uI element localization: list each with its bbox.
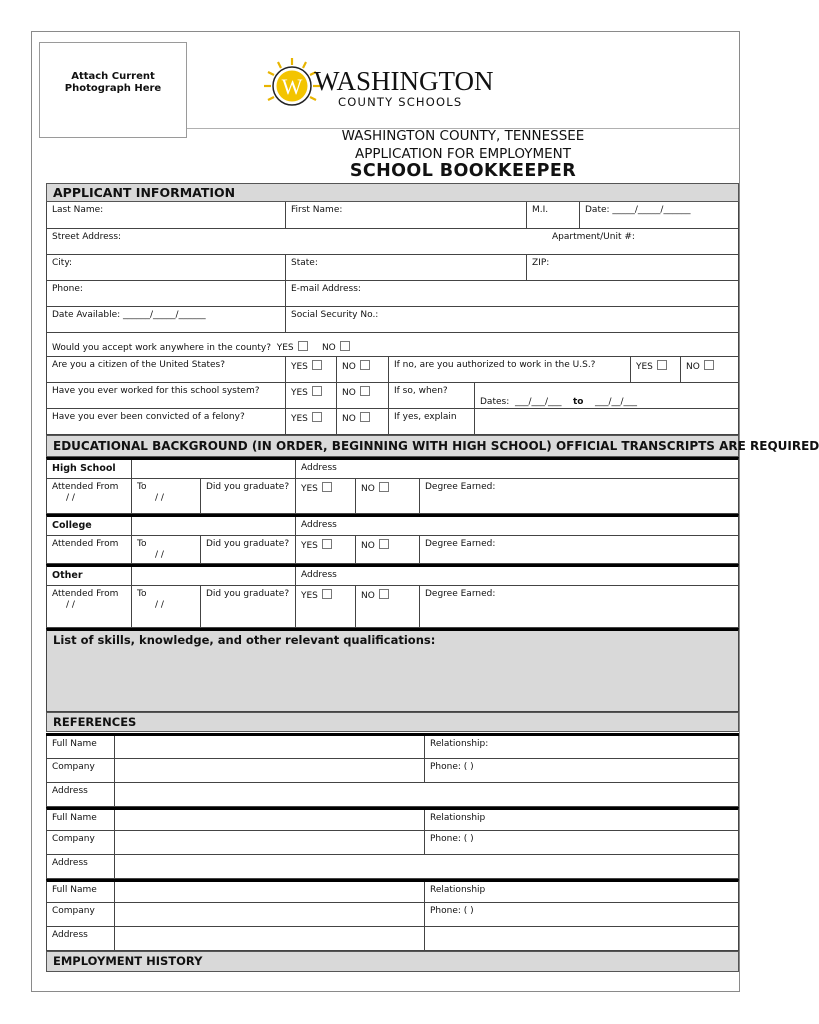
skills-box[interactable] — [46, 628, 739, 712]
reference-3-company-row — [46, 903, 739, 927]
employment-section-header: EMPLOYMENT HISTORY — [46, 951, 739, 972]
last-name-field[interactable]: Last Name: — [52, 205, 104, 215]
high-school-yes-cell: YES — [295, 479, 355, 513]
reference-1-name-row — [46, 736, 739, 759]
reference-3-name-field[interactable] — [114, 882, 424, 902]
reference-2-name-field[interactable] — [114, 810, 424, 830]
work-anywhere-no-checkbox[interactable] — [340, 341, 350, 351]
county-heading: WASHINGTON COUNTY, TENNESSEE — [341, 128, 585, 144]
skills-title: List of skills, knowledge, and other relevant qualifications: — [53, 633, 436, 647]
other-school-yes-cell: YES — [295, 586, 355, 627]
phone-field[interactable]: Phone: — [52, 284, 83, 294]
reference-1-company-field[interactable] — [114, 759, 424, 782]
other-school-to[interactable]: To / / — [131, 586, 200, 627]
high-school-details-row — [46, 479, 739, 514]
worked-before-no-checkbox[interactable] — [360, 386, 370, 396]
reference-1-name-label: Full Name — [52, 739, 97, 749]
felony-no-cell: NO — [336, 409, 388, 434]
other-school-label: Other — [52, 570, 83, 581]
authorized-yes-cell: YES — [630, 357, 680, 382]
street-row — [46, 229, 739, 255]
photo-placeholder[interactable] — [39, 42, 187, 138]
other-school-yes-checkbox[interactable] — [322, 589, 332, 599]
high-school-name-field[interactable] — [131, 460, 295, 478]
apartment-field[interactable]: Apartment/Unit #: — [552, 232, 635, 242]
reference-1-relationship-field[interactable]: Relationship: — [424, 736, 738, 758]
college-degree-field[interactable]: Degree Earned: — [419, 536, 738, 563]
citizen-no-checkbox[interactable] — [360, 360, 370, 370]
applicant-section-header: APPLICANT INFORMATION — [46, 183, 739, 202]
reference-1-company-row — [46, 759, 739, 783]
if-so-when-label: If so, when? — [388, 383, 474, 408]
citizen-no-cell: NO — [336, 357, 388, 382]
if-yes-explain-label: If yes, explain — [388, 409, 474, 434]
worked-before-yes-cell: YES — [285, 383, 336, 408]
reference-3-company-field[interactable] — [114, 903, 424, 926]
reference-2-relationship-field[interactable]: Relationship — [424, 810, 738, 830]
washington-county-schools-logo — [262, 56, 512, 120]
reference-1-address-label: Address — [52, 786, 88, 796]
photo-label-line2: Photograph Here — [64, 83, 162, 94]
reference-1-phone-field[interactable]: Phone: ( ) — [424, 759, 738, 782]
worked-before-no-cell: NO — [336, 383, 388, 408]
reference-2-name-label: Full Name — [52, 813, 97, 823]
reference-3-company-label: Company — [52, 906, 95, 916]
reference-3-address-label: Address — [52, 930, 88, 940]
authorized-question: If no, are you authorized to work in the U.S.? — [388, 357, 630, 382]
college-yes-cell: YES — [295, 536, 355, 563]
reference-3-name-label: Full Name — [52, 885, 97, 895]
reference-2-address-label: Address — [52, 858, 88, 868]
reference-2-address-row — [46, 855, 739, 879]
citizen-question: Are you a citizen of the United States? — [52, 360, 226, 370]
position-title: SCHOOL BOOKKEEPER — [349, 161, 577, 181]
citizen-yes-checkbox[interactable] — [312, 360, 322, 370]
work-anywhere-row — [46, 333, 739, 357]
ssn-field[interactable]: Social Security No.: — [285, 307, 738, 332]
other-school-row — [46, 564, 739, 586]
reference-3-address-row — [46, 927, 739, 951]
contact-row — [46, 281, 739, 307]
reference-2-address-extra[interactable] — [424, 855, 738, 878]
felony-row — [46, 409, 739, 435]
work-anywhere-yes-checkbox[interactable] — [298, 341, 308, 351]
college-no-checkbox[interactable] — [379, 539, 389, 549]
other-school-address-field[interactable]: Address — [295, 567, 738, 585]
date-field[interactable]: Date: _____/_____/______ — [579, 202, 738, 228]
reference-3-phone-field[interactable]: Phone: ( ) — [424, 903, 738, 926]
college-row — [46, 514, 739, 536]
high-school-to[interactable]: To / / — [131, 479, 200, 513]
college-attended-from[interactable]: Attended From — [52, 539, 119, 549]
college-name-field[interactable] — [131, 517, 295, 535]
availability-row — [46, 307, 739, 333]
other-school-degree-field[interactable]: Degree Earned: — [419, 586, 738, 627]
college-label: College — [52, 520, 92, 531]
high-school-attended-from[interactable]: Attended From / / — [52, 482, 119, 503]
other-school-no-cell: NO — [355, 586, 419, 627]
email-field[interactable]: E-mail Address: — [285, 281, 738, 306]
first-name-field[interactable]: First Name: — [285, 202, 526, 228]
college-yes-checkbox[interactable] — [322, 539, 332, 549]
reference-2-company-row — [46, 831, 739, 855]
city-row — [46, 255, 739, 281]
high-school-no-cell: NO — [355, 479, 419, 513]
reference-1-address-extra[interactable] — [424, 783, 738, 806]
high-school-address-field[interactable]: Address — [295, 460, 738, 478]
felony-question: Have you ever been convicted of a felony? — [52, 412, 245, 422]
worked-before-yes-checkbox[interactable] — [312, 386, 322, 396]
reference-3-address-extra[interactable] — [424, 927, 738, 950]
other-school-name-field[interactable] — [131, 567, 295, 585]
authorized-no-cell: NO — [680, 357, 738, 382]
worked-before-row — [46, 383, 739, 409]
other-school-no-checkbox[interactable] — [379, 589, 389, 599]
street-address-field[interactable]: Street Address: — [52, 232, 122, 242]
college-address-field[interactable]: Address — [295, 517, 738, 535]
reference-1-address-field[interactable] — [114, 783, 424, 806]
other-school-attended-from[interactable]: Attended From / / — [52, 589, 119, 610]
felony-yes-cell: YES — [285, 409, 336, 434]
reference-2-company-field[interactable] — [114, 831, 424, 854]
high-school-yes-checkbox[interactable] — [322, 482, 332, 492]
reference-1-name-field[interactable] — [114, 736, 424, 758]
name-row — [46, 202, 739, 229]
other-school-details-row — [46, 586, 739, 628]
high-school-graduate-label: Did you graduate? — [200, 479, 295, 513]
felony-no-checkbox[interactable] — [360, 412, 370, 422]
authorized-yes-checkbox[interactable] — [657, 360, 667, 370]
college-to[interactable]: To / / — [131, 536, 200, 563]
worked-before-question: Have you ever worked for this school system? — [52, 386, 260, 396]
college-graduate-label: Did you graduate? — [200, 536, 295, 563]
reference-2-name-row — [46, 807, 739, 831]
authorized-no-checkbox[interactable] — [704, 360, 714, 370]
state-field[interactable]: State: — [285, 255, 526, 280]
employment-dates-field[interactable]: Dates: ___/___/___ to ___/__/___ — [474, 383, 738, 408]
reference-3-address-field[interactable] — [114, 927, 424, 950]
date-available-field[interactable]: Date Available: ______/_____/______ — [52, 310, 206, 320]
high-school-row — [46, 457, 739, 479]
college-details-row — [46, 536, 739, 564]
photo-label-line1: Attach Current — [71, 71, 155, 82]
high-school-no-checkbox[interactable] — [379, 482, 389, 492]
other-school-graduate-label: Did you graduate? — [200, 586, 295, 627]
reference-1-company-label: Company — [52, 762, 95, 772]
reference-3-relationship-field[interactable]: Relationship — [424, 882, 738, 902]
high-school-degree-field[interactable]: Degree Earned: — [419, 479, 738, 513]
reference-1-address-row — [46, 783, 739, 807]
zip-field[interactable]: ZIP: — [526, 255, 738, 280]
reference-3-name-row — [46, 879, 739, 903]
felony-yes-checkbox[interactable] — [312, 412, 322, 422]
felony-explanation-field[interactable] — [474, 409, 738, 434]
work-anywhere-question: Would you accept work anywhere in the county? YES NO — [47, 333, 738, 356]
references-section-header: REFERENCES — [46, 712, 739, 732]
citizen-row — [46, 357, 739, 383]
reference-2-phone-field[interactable]: Phone: ( ) — [424, 831, 738, 854]
svg-text:WASHINGTON: WASHINGTON — [314, 66, 494, 96]
form-heading: APPLICATION FOR EMPLOYMENT — [355, 146, 571, 162]
college-no-cell: NO — [355, 536, 419, 563]
city-field[interactable]: City: — [52, 258, 73, 268]
high-school-label: High School — [52, 463, 116, 474]
middle-initial-field[interactable]: M.I. — [526, 202, 579, 228]
citizen-yes-cell: YES — [285, 357, 336, 382]
education-section-header: EDUCATIONAL BACKGROUND (IN ORDER, BEGINNING WITH HIGH SCHOOL) OFFICIAL TRANSCRIPTS ARE REQUIRED — [46, 435, 739, 457]
reference-2-address-field[interactable] — [114, 855, 424, 878]
svg-text:COUNTY SCHOOLS: COUNTY SCHOOLS — [338, 95, 463, 109]
reference-2-company-label: Company — [52, 834, 95, 844]
svg-text:W: W — [281, 74, 303, 99]
